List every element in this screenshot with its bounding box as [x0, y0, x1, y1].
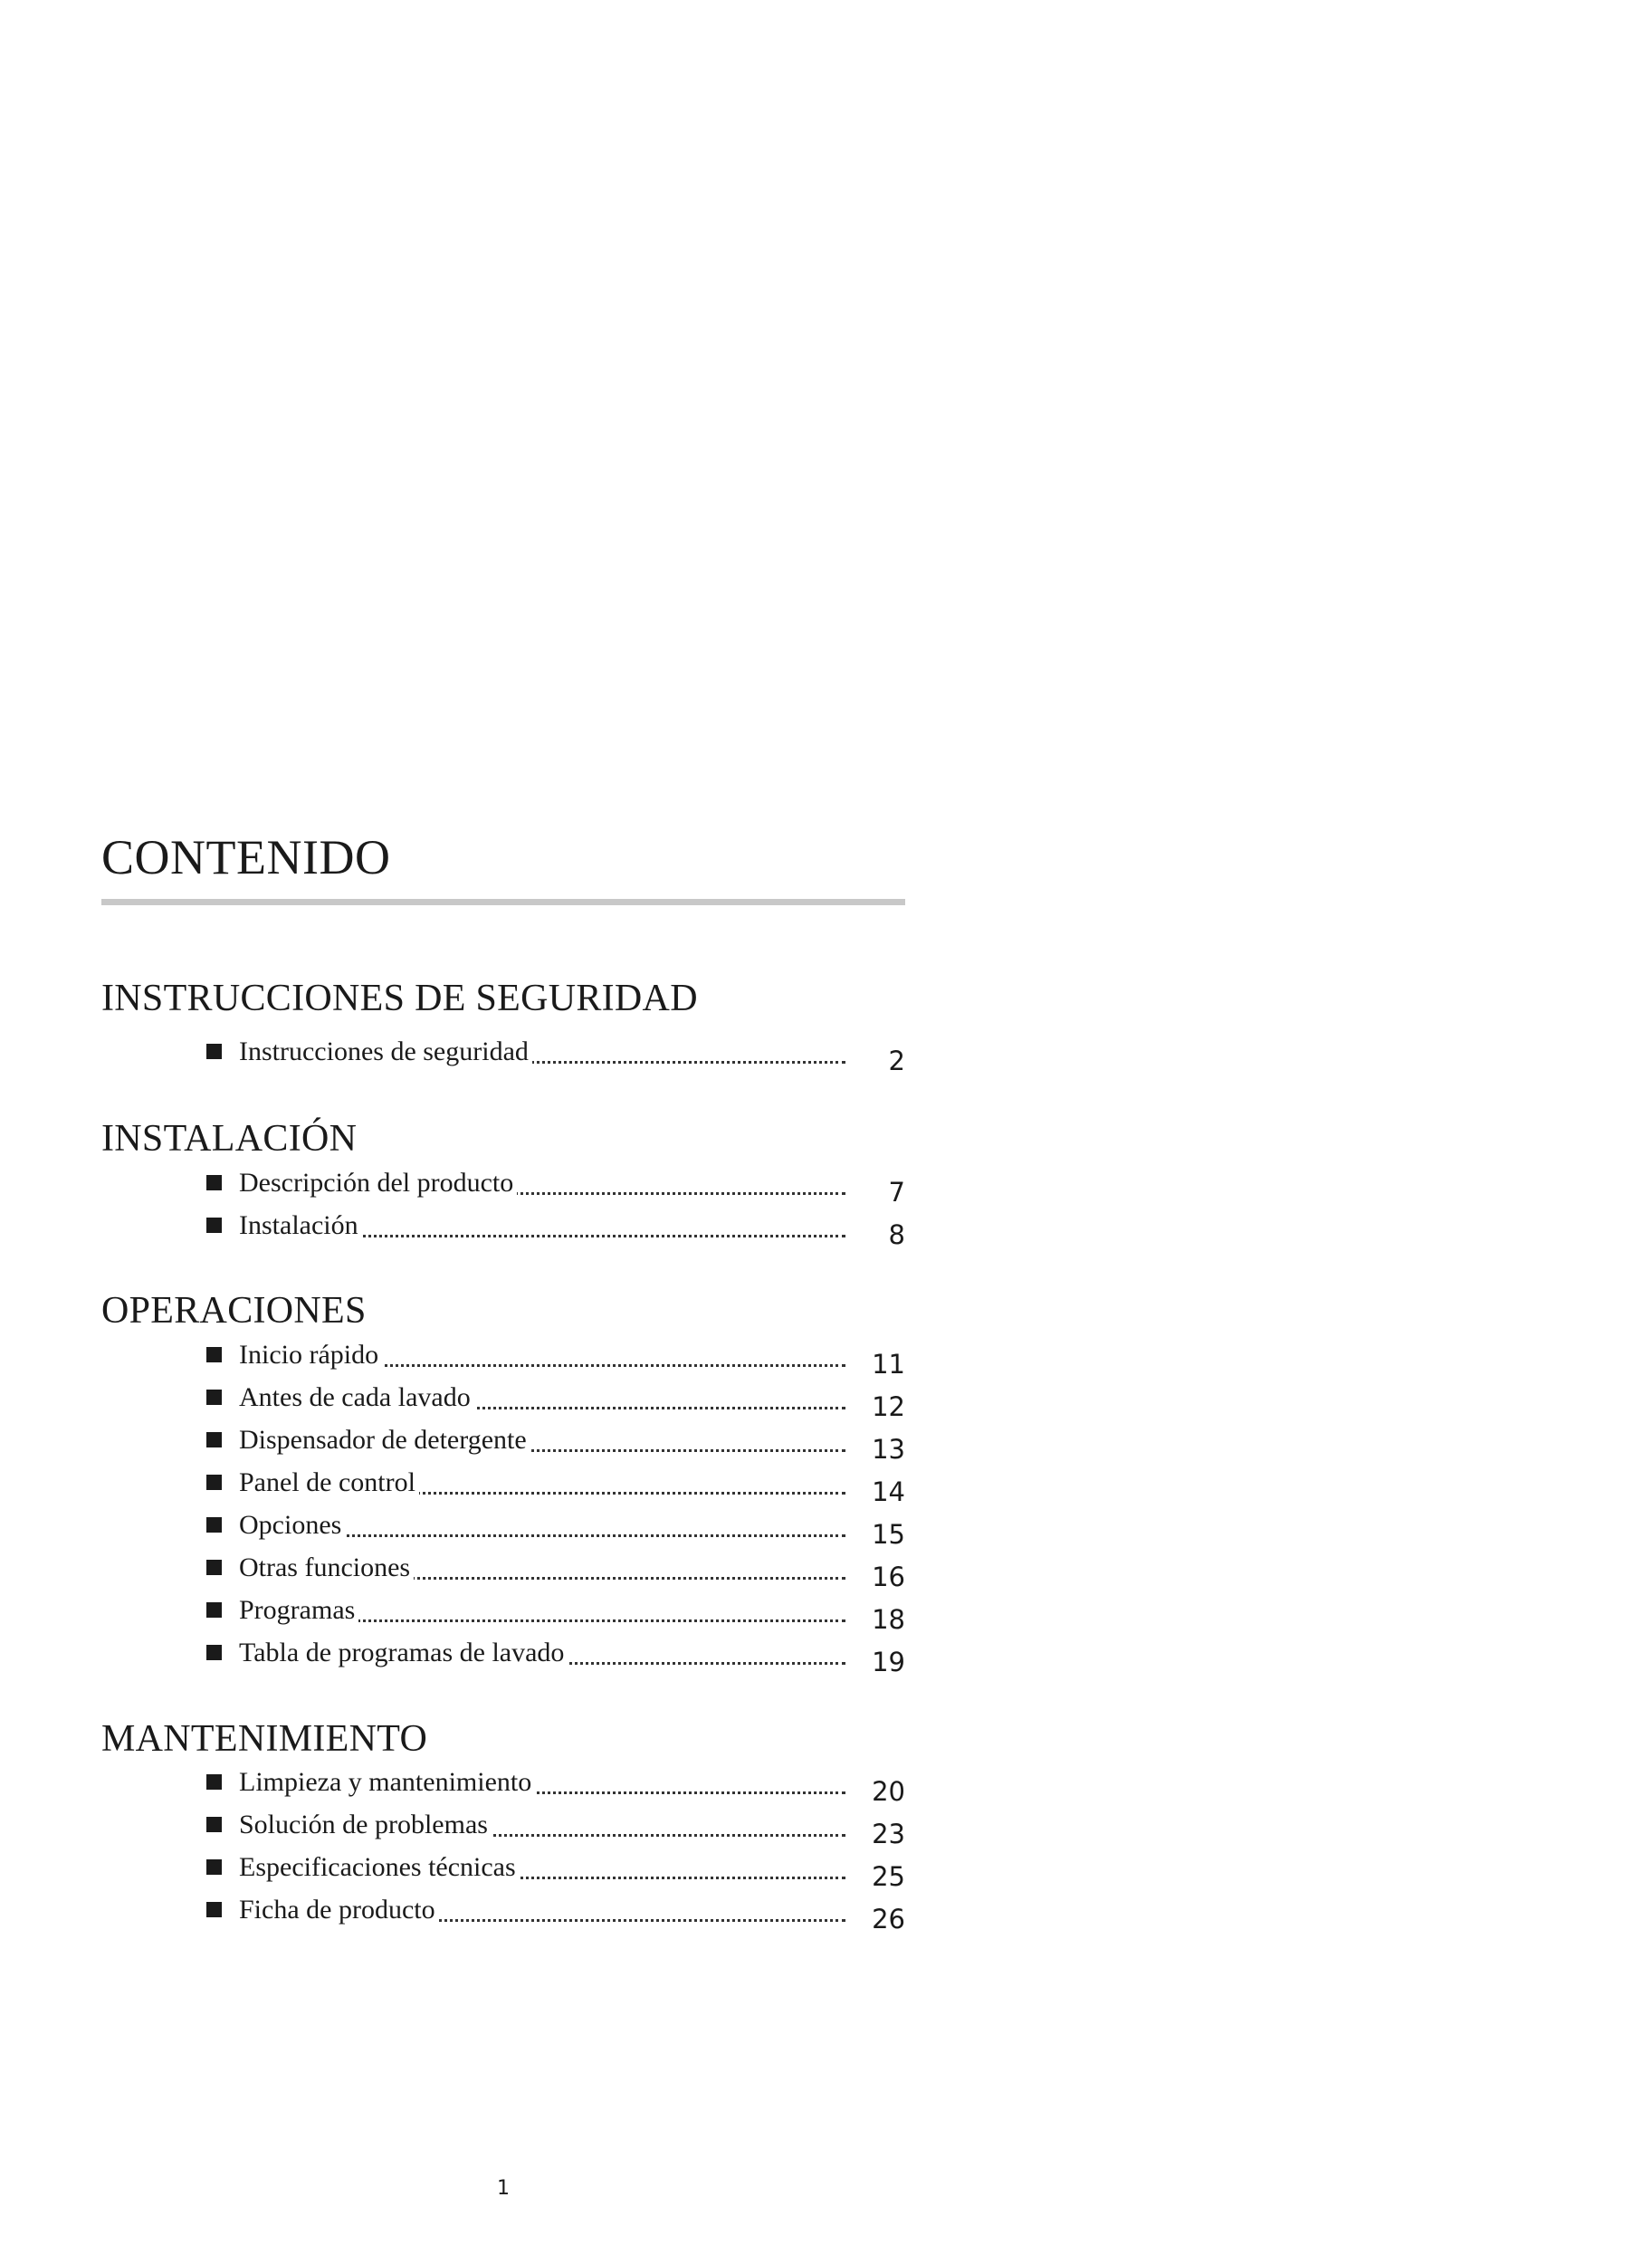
square-bullet-icon — [206, 1774, 222, 1790]
square-bullet-icon — [206, 1902, 222, 1917]
toc-entry-page: 23 — [872, 1819, 905, 1849]
page-number: 1 — [497, 2177, 510, 2200]
page-title: CONTENIDO — [101, 830, 391, 884]
toc-entry-page: 11 — [872, 1349, 905, 1380]
toc-entry-label: Panel de control — [239, 1465, 419, 1501]
toc-entry-page: 26 — [872, 1904, 905, 1935]
toc-entry-page: 13 — [872, 1434, 905, 1465]
toc-entry-page: 7 — [888, 1177, 905, 1208]
square-bullet-icon — [206, 1390, 222, 1405]
square-bullet-icon — [206, 1044, 222, 1059]
toc-entry-page: 25 — [872, 1861, 905, 1892]
toc-entry-page: 16 — [872, 1562, 905, 1592]
section-heading-instalacion: INSTALACIÓN — [101, 1118, 358, 1160]
toc-entry[interactable] — [206, 1635, 905, 1675]
toc-entry-page: 18 — [872, 1604, 905, 1635]
toc-entry-label: Dispensador de detergente — [239, 1422, 530, 1458]
toc-entry-label: Limpieza y mantenimiento — [239, 1764, 535, 1801]
square-bullet-icon — [206, 1817, 222, 1832]
toc-entry[interactable] — [206, 1550, 905, 1590]
toc-entry-page: 14 — [872, 1476, 905, 1507]
toc-entry[interactable] — [206, 1465, 905, 1505]
square-bullet-icon — [206, 1645, 222, 1660]
section-heading-mantenimiento: MANTENIMIENTO — [101, 1718, 428, 1760]
toc-entry-label: Programas — [239, 1592, 358, 1629]
toc-entry-label: Descripción del producto — [239, 1165, 517, 1201]
square-bullet-icon — [206, 1859, 222, 1875]
square-bullet-icon — [206, 1475, 222, 1490]
square-bullet-icon — [206, 1218, 222, 1233]
toc-entry-label: Antes de cada lavado — [239, 1380, 474, 1416]
toc-entry-label: Otras funciones — [239, 1550, 414, 1586]
toc-entry-label: Solución de problemas — [239, 1807, 492, 1843]
toc-entry[interactable] — [206, 1422, 905, 1465]
toc-entry-label: Tabla de programas de lavado — [239, 1635, 568, 1671]
toc-entry[interactable] — [206, 1849, 905, 1892]
toc-entry-page: 20 — [872, 1776, 905, 1807]
toc-entry[interactable] — [206, 1034, 905, 1074]
square-bullet-icon — [206, 1560, 222, 1575]
square-bullet-icon — [206, 1347, 222, 1362]
toc-entry[interactable] — [206, 1892, 905, 1935]
square-bullet-icon — [206, 1602, 222, 1618]
toc-entry[interactable] — [206, 1208, 905, 1250]
toc-entry[interactable] — [206, 1165, 905, 1208]
section-heading-seguridad: INSTRUCCIONES DE SEGURIDAD — [101, 978, 698, 1019]
section-heading-operaciones: OPERACIONES — [101, 1290, 367, 1332]
toc-entry-label: Especificaciones técnicas — [239, 1849, 520, 1886]
toc-entry-page: 12 — [872, 1391, 905, 1422]
toc-entry-label: Instalación — [239, 1208, 362, 1244]
square-bullet-icon — [206, 1432, 222, 1447]
title-divider — [101, 899, 905, 905]
toc-entry[interactable] — [206, 1764, 905, 1807]
square-bullet-icon — [206, 1175, 222, 1190]
toc-entry-label: Inicio rápido — [239, 1337, 382, 1373]
toc-entry-label: Opciones — [239, 1507, 345, 1543]
toc-entry[interactable] — [206, 1380, 905, 1422]
toc-entry[interactable] — [206, 1507, 905, 1550]
toc-entry-page: 2 — [888, 1046, 905, 1076]
toc-entry-page: 19 — [872, 1647, 905, 1677]
toc-entry[interactable] — [206, 1592, 905, 1635]
toc-entry-label: Instrucciones de seguridad — [239, 1034, 532, 1070]
toc-entry-page: 15 — [872, 1519, 905, 1550]
square-bullet-icon — [206, 1517, 222, 1533]
toc-entry-page: 8 — [888, 1219, 905, 1250]
toc-entry[interactable] — [206, 1337, 905, 1380]
toc-entry[interactable] — [206, 1807, 905, 1847]
toc-entry-label: Ficha de producto — [239, 1892, 439, 1928]
